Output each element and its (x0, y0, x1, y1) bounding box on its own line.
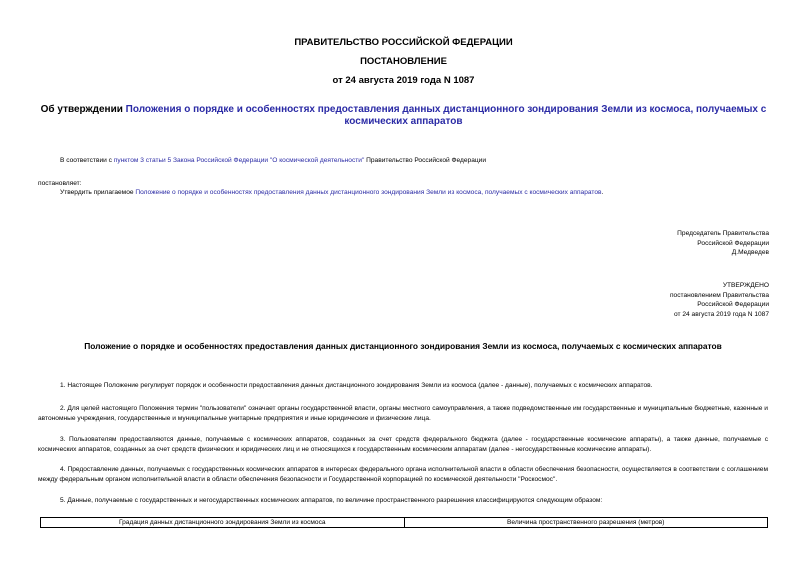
doc-type-heading: ПОСТАНОВЛЕНИЕ (360, 56, 447, 67)
government-heading: ПРАВИТЕЛЬСТВО РОССИЙСКОЙ ФЕДЕРАЦИИ (294, 37, 513, 48)
law-article-link[interactable]: пунктом 3 статьи 5 Закона Российской Федерации "О космической деятельности" (113, 157, 365, 164)
approve-before: Утвердить прилагаемое (60, 189, 136, 196)
regulation-paragraph-4: 4. Предоставление данных, получаемых с государственных космических аппаратов в интересах федерального органа исполнительной власти в области обеспечения безопасности, осуществляется в соответствии с соглашением между федеральным органом исполнительной власти в области обеспечения безопасности и Государственной корпорацией по космической деятельности "Роскосмос". (38, 466, 768, 483)
preamble-before: В соответствии с (60, 157, 114, 164)
date-number: от 24 августа 2019 года N 1087 (332, 75, 475, 86)
approved-line-2: постановлением Правительства (669, 291, 769, 299)
table-header-gradation: Градация данных дистанционного зондирования Земли из космоса (41, 518, 405, 528)
signature-block (677, 229, 769, 258)
approve-after: . (601, 189, 604, 196)
signature-line-2: Российской Федерации (697, 239, 769, 247)
preamble (60, 156, 770, 165)
approved-line-4: от 24 августа 2019 года N 1087 (674, 310, 769, 318)
gradation-table (40, 517, 768, 528)
title-regulation-link[interactable]: Положения о порядке и особенностях предоставления данных дистанционного зондирования Земли из космоса, получаемых с космических аппаратов (125, 104, 767, 127)
table-header-resolution: Величина пространственного разрешения (метров) (404, 518, 768, 528)
preamble-after: Правительство Российской Федерации (364, 157, 487, 164)
approve-paragraph (60, 188, 770, 197)
signature-line-3: Д.Медведев (731, 249, 769, 257)
approve-regulation-link[interactable]: Положение о порядке и особенностях предоставления данных дистанционного зондирования Земли из космоса, получаемых с космических аппаратов (135, 189, 602, 196)
regulation-paragraph-5: 5. Данные, получаемые с государственных и негосударственных космических аппаратов, по величине пространственного разрешения классифицируются следующим образом: (60, 497, 603, 504)
approved-line-3: Российской Федерации (697, 301, 769, 309)
regulation-paragraph-3: 3. Пользователям предоставляются данные, получаемые с космических аппаратов, созданных за счет средств федерального бюджета (далее - государственные космические аппараты), а также данные, получаемые с космических аппаратов, созданных за счет средств физических и юридических лиц и не относящихся к государственным космическим аппаратам (далее - негосударственные космические аппараты). (38, 436, 768, 453)
title-prefix: Об утверждении (40, 104, 126, 115)
approved-line-1: УТВЕРЖДЕНО (722, 282, 769, 289)
regulation-paragraph-1: 1. Настоящее Положение регулирует порядок и особенности предоставления данных дистанционного зондирования Земли из космоса (далее - данные), получаемых с космических аппаратов. (60, 382, 653, 389)
document-title (40, 104, 767, 128)
table-header-row (41, 518, 768, 528)
regulation-paragraph-2: 2. Для целей настоящего Положения термин "пользователи" означает органы государственной власти, органы местного самоуправления, а также подведомственные им государственные и муниципальные бюджетные, казенные и автономные учреждения, государственные и муниципальные унитарные предприятия и иные юридические и физические лица. (38, 405, 768, 422)
postanovlyaet-label: постановляет: (38, 180, 82, 187)
approved-block (670, 281, 769, 319)
signature-line-1: Председатель Правительства (677, 230, 769, 237)
regulation-title: Положение о порядке и особенностях предоставления данных дистанционного зондирования Земли из космоса, получаемых с космических аппаратов (84, 341, 722, 351)
